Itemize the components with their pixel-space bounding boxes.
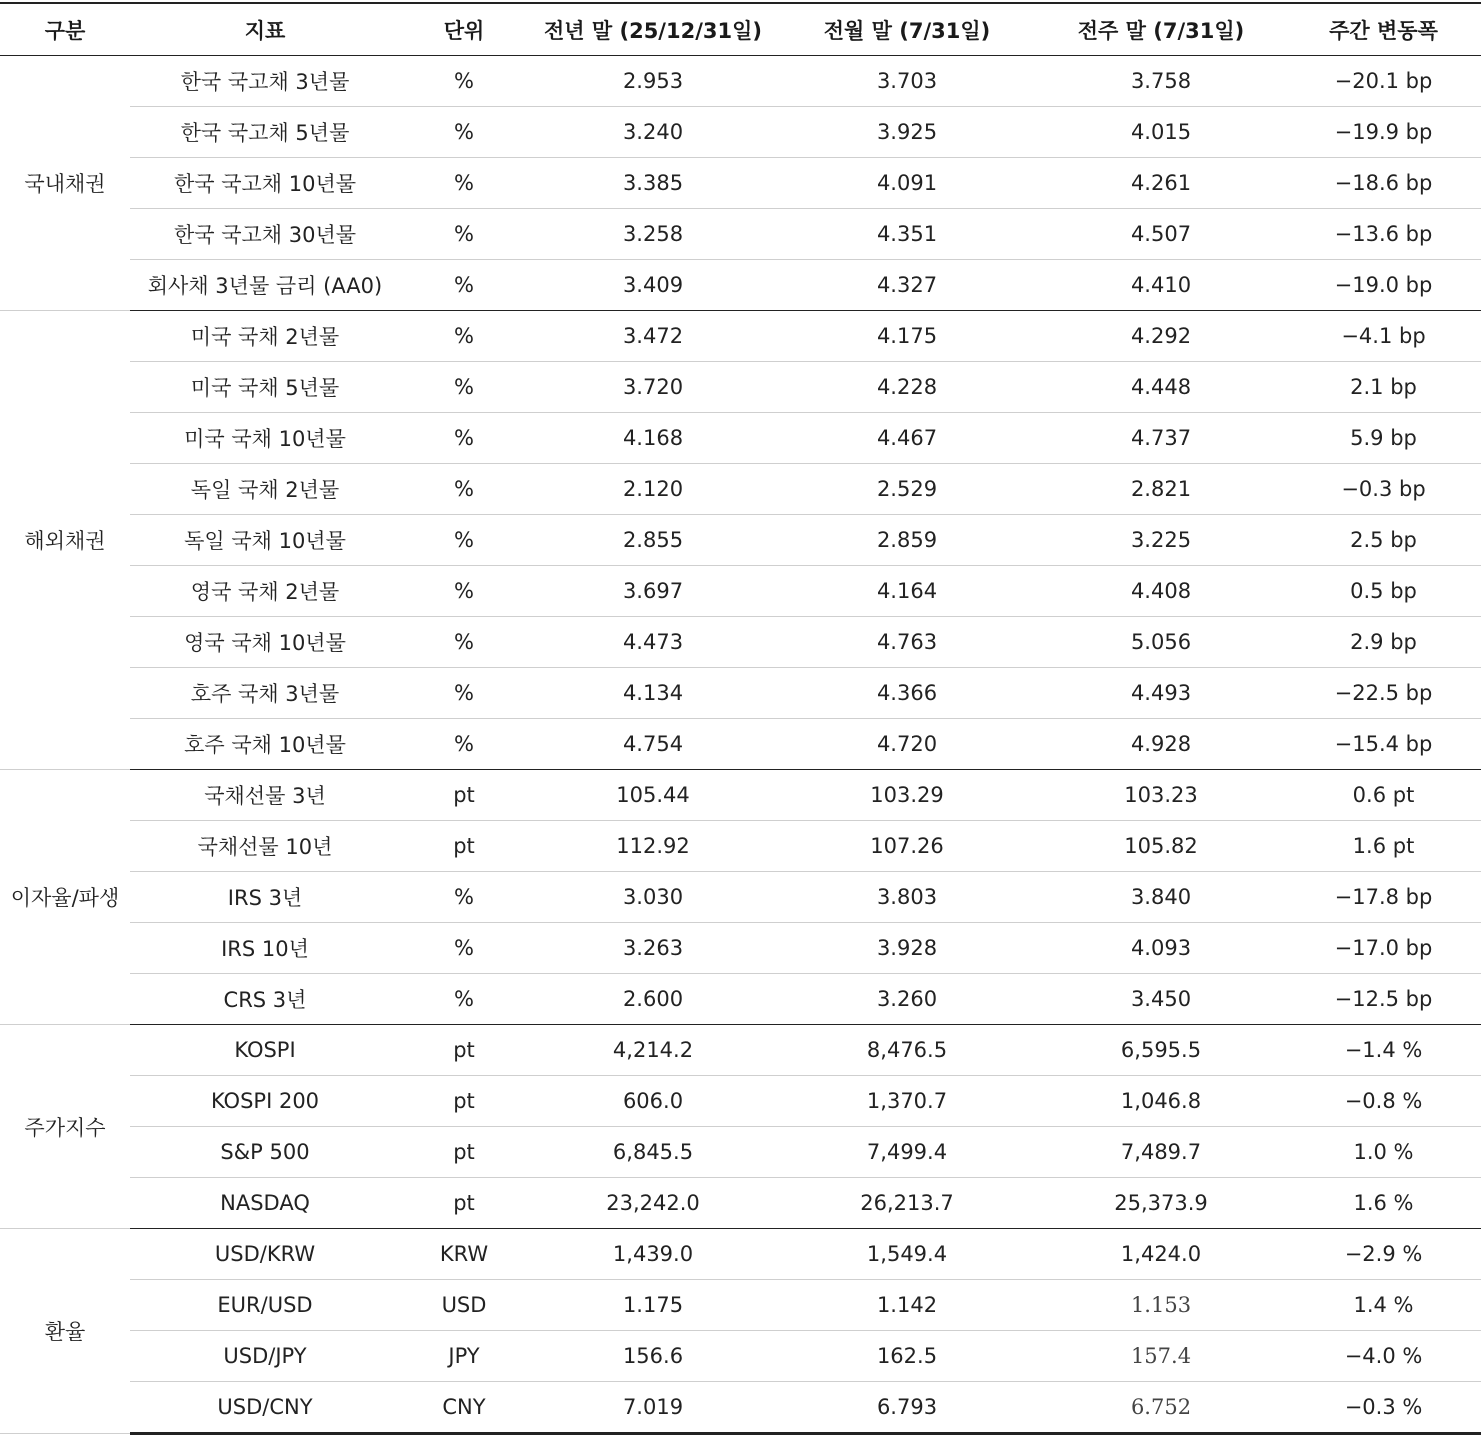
cell-indicator: 한국 국고채 5년물 bbox=[130, 107, 400, 158]
table-row bbox=[0, 1127, 1481, 1178]
cell-prev-year-end: 3.697 bbox=[528, 566, 778, 617]
cell-weekly-change: −18.6 bp bbox=[1286, 158, 1481, 209]
table-row bbox=[0, 1025, 1481, 1076]
cell-unit: USD bbox=[400, 1280, 528, 1331]
table-row bbox=[0, 719, 1481, 770]
cell-category: 이자율/파생 bbox=[0, 770, 130, 1025]
cell-prev-year-end: 2.600 bbox=[528, 974, 778, 1025]
cell-prev-year-end: 4.134 bbox=[528, 668, 778, 719]
header-prev-month-end: 전월 말 (7/31일) bbox=[778, 3, 1036, 56]
cell-indicator: 영국 국채 10년물 bbox=[130, 617, 400, 668]
cell-prev-year-end: 3.258 bbox=[528, 209, 778, 260]
cell-indicator: USD/KRW bbox=[130, 1229, 400, 1280]
cell-prev-year-end: 4.754 bbox=[528, 719, 778, 770]
cell-weekly-change: 2.9 bp bbox=[1286, 617, 1481, 668]
cell-prev-month-end: 103.29 bbox=[778, 770, 1036, 821]
table-row bbox=[0, 1178, 1481, 1229]
cell-prev-year-end: 6,845.5 bbox=[528, 1127, 778, 1178]
cell-indicator: 미국 국채 2년물 bbox=[130, 311, 400, 362]
cell-weekly-change: −1.4 % bbox=[1286, 1025, 1481, 1076]
cell-prev-month-end: 4.763 bbox=[778, 617, 1036, 668]
cell-prev-month-end: 2.529 bbox=[778, 464, 1036, 515]
cell-indicator: 한국 국고채 10년물 bbox=[130, 158, 400, 209]
table-row bbox=[0, 260, 1481, 311]
cell-prev-month-end: 1,549.4 bbox=[778, 1229, 1036, 1280]
cell-prev-week-end: 4.292 bbox=[1036, 311, 1286, 362]
cell-category: 국내채권 bbox=[0, 56, 130, 311]
cell-indicator: 회사채 3년물 금리 (AA0) bbox=[130, 260, 400, 311]
cell-prev-month-end: 4.091 bbox=[778, 158, 1036, 209]
cell-weekly-change: −15.4 bp bbox=[1286, 719, 1481, 770]
cell-indicator: IRS 3년 bbox=[130, 872, 400, 923]
cell-weekly-change: −17.0 bp bbox=[1286, 923, 1481, 974]
cell-prev-year-end: 1,439.0 bbox=[528, 1229, 778, 1280]
cell-prev-month-end: 3.928 bbox=[778, 923, 1036, 974]
cell-prev-week-end: 5.056 bbox=[1036, 617, 1286, 668]
cell-prev-week-end: 105.82 bbox=[1036, 821, 1286, 872]
cell-prev-month-end: 4.720 bbox=[778, 719, 1036, 770]
cell-prev-year-end: 112.92 bbox=[528, 821, 778, 872]
cell-unit: % bbox=[400, 872, 528, 923]
cell-prev-week-end: 4.737 bbox=[1036, 413, 1286, 464]
header-prev-week-end: 전주 말 (7/31일) bbox=[1036, 3, 1286, 56]
cell-prev-month-end: 4.351 bbox=[778, 209, 1036, 260]
cell-prev-month-end: 1.142 bbox=[778, 1280, 1036, 1331]
cell-unit: % bbox=[400, 464, 528, 515]
cell-weekly-change: −19.9 bp bbox=[1286, 107, 1481, 158]
cell-indicator: 호주 국채 10년물 bbox=[130, 719, 400, 770]
cell-weekly-change: −0.3 bp bbox=[1286, 464, 1481, 515]
table-row bbox=[0, 821, 1481, 872]
cell-unit: CNY bbox=[400, 1382, 528, 1434]
cell-prev-week-end: 4.093 bbox=[1036, 923, 1286, 974]
cell-indicator: 미국 국채 5년물 bbox=[130, 362, 400, 413]
market-indicator-table bbox=[0, 2, 1481, 1435]
cell-weekly-change: −17.8 bp bbox=[1286, 872, 1481, 923]
cell-unit: % bbox=[400, 362, 528, 413]
table-row bbox=[0, 1229, 1481, 1280]
cell-prev-year-end: 606.0 bbox=[528, 1076, 778, 1127]
cell-prev-week-end: 3.758 bbox=[1036, 56, 1286, 107]
cell-unit: pt bbox=[400, 1178, 528, 1229]
cell-prev-week-end: 1,424.0 bbox=[1036, 1229, 1286, 1280]
cell-indicator: 독일 국채 10년물 bbox=[130, 515, 400, 566]
cell-unit: pt bbox=[400, 1025, 528, 1076]
cell-weekly-change: −12.5 bp bbox=[1286, 974, 1481, 1025]
cell-prev-year-end: 3.263 bbox=[528, 923, 778, 974]
cell-weekly-change: 1.6 pt bbox=[1286, 821, 1481, 872]
cell-unit: KRW bbox=[400, 1229, 528, 1280]
cell-weekly-change: 0.6 pt bbox=[1286, 770, 1481, 821]
cell-prev-month-end: 4.175 bbox=[778, 311, 1036, 362]
cell-unit: % bbox=[400, 668, 528, 719]
table-row bbox=[0, 515, 1481, 566]
cell-weekly-change: −20.1 bp bbox=[1286, 56, 1481, 107]
cell-unit: pt bbox=[400, 821, 528, 872]
cell-weekly-change: 2.5 bp bbox=[1286, 515, 1481, 566]
table-row bbox=[0, 974, 1481, 1025]
cell-prev-month-end: 4.467 bbox=[778, 413, 1036, 464]
cell-weekly-change: −0.8 % bbox=[1286, 1076, 1481, 1127]
cell-prev-week-end: 6.752 bbox=[1036, 1382, 1286, 1434]
table-row bbox=[0, 209, 1481, 260]
cell-category: 해외채권 bbox=[0, 311, 130, 770]
cell-prev-week-end: 3.840 bbox=[1036, 872, 1286, 923]
cell-prev-week-end: 3.225 bbox=[1036, 515, 1286, 566]
cell-prev-month-end: 3.925 bbox=[778, 107, 1036, 158]
cell-indicator: CRS 3년 bbox=[130, 974, 400, 1025]
cell-unit: pt bbox=[400, 1076, 528, 1127]
cell-prev-year-end: 4,214.2 bbox=[528, 1025, 778, 1076]
cell-unit: pt bbox=[400, 770, 528, 821]
cell-weekly-change: 5.9 bp bbox=[1286, 413, 1481, 464]
table-row bbox=[0, 1382, 1481, 1434]
cell-unit: % bbox=[400, 923, 528, 974]
header-indicator: 지표 bbox=[130, 3, 400, 56]
table-row bbox=[0, 770, 1481, 821]
cell-prev-week-end: 157.4 bbox=[1036, 1331, 1286, 1382]
cell-prev-week-end: 1,046.8 bbox=[1036, 1076, 1286, 1127]
cell-indicator: IRS 10년 bbox=[130, 923, 400, 974]
header-weekly-change: 주간 변동폭 bbox=[1286, 3, 1481, 56]
table-row bbox=[0, 617, 1481, 668]
cell-indicator: EUR/USD bbox=[130, 1280, 400, 1331]
cell-unit: % bbox=[400, 413, 528, 464]
cell-indicator: USD/CNY bbox=[130, 1382, 400, 1434]
cell-prev-year-end: 1.175 bbox=[528, 1280, 778, 1331]
cell-prev-year-end: 105.44 bbox=[528, 770, 778, 821]
cell-unit: % bbox=[400, 107, 528, 158]
cell-indicator: 한국 국고채 3년물 bbox=[130, 56, 400, 107]
table-body bbox=[0, 56, 1481, 1434]
cell-prev-year-end: 3.240 bbox=[528, 107, 778, 158]
cell-prev-week-end: 25,373.9 bbox=[1036, 1178, 1286, 1229]
table-row bbox=[0, 1076, 1481, 1127]
cell-indicator: NASDAQ bbox=[130, 1178, 400, 1229]
cell-unit: % bbox=[400, 974, 528, 1025]
cell-prev-week-end: 4.928 bbox=[1036, 719, 1286, 770]
cell-weekly-change: −2.9 % bbox=[1286, 1229, 1481, 1280]
cell-indicator: KOSPI 200 bbox=[130, 1076, 400, 1127]
table-row bbox=[0, 107, 1481, 158]
cell-indicator: S&P 500 bbox=[130, 1127, 400, 1178]
cell-indicator: 미국 국채 10년물 bbox=[130, 413, 400, 464]
cell-prev-week-end: 4.493 bbox=[1036, 668, 1286, 719]
cell-unit: % bbox=[400, 260, 528, 311]
cell-prev-year-end: 3.472 bbox=[528, 311, 778, 362]
cell-prev-month-end: 4.366 bbox=[778, 668, 1036, 719]
cell-indicator: USD/JPY bbox=[130, 1331, 400, 1382]
cell-prev-week-end: 1.153 bbox=[1036, 1280, 1286, 1331]
cell-prev-month-end: 26,213.7 bbox=[778, 1178, 1036, 1229]
header-prev-year-end: 전년 말 (25/12/31일) bbox=[528, 3, 778, 56]
cell-prev-month-end: 3.703 bbox=[778, 56, 1036, 107]
cell-prev-week-end: 6,595.5 bbox=[1036, 1025, 1286, 1076]
cell-prev-month-end: 4.228 bbox=[778, 362, 1036, 413]
cell-unit: % bbox=[400, 515, 528, 566]
table-row bbox=[0, 872, 1481, 923]
cell-prev-week-end: 4.448 bbox=[1036, 362, 1286, 413]
table-row bbox=[0, 923, 1481, 974]
cell-indicator: 한국 국고채 30년물 bbox=[130, 209, 400, 260]
table-row bbox=[0, 464, 1481, 515]
cell-prev-year-end: 3.409 bbox=[528, 260, 778, 311]
cell-prev-year-end: 2.953 bbox=[528, 56, 778, 107]
cell-prev-week-end: 2.821 bbox=[1036, 464, 1286, 515]
cell-indicator: 국채선물 10년 bbox=[130, 821, 400, 872]
table-row bbox=[0, 668, 1481, 719]
cell-unit: % bbox=[400, 56, 528, 107]
cell-prev-month-end: 162.5 bbox=[778, 1331, 1036, 1382]
cell-prev-month-end: 3.260 bbox=[778, 974, 1036, 1025]
cell-prev-year-end: 3.030 bbox=[528, 872, 778, 923]
cell-indicator: KOSPI bbox=[130, 1025, 400, 1076]
cell-weekly-change: −19.0 bp bbox=[1286, 260, 1481, 311]
cell-prev-week-end: 4.261 bbox=[1036, 158, 1286, 209]
cell-prev-week-end: 4.408 bbox=[1036, 566, 1286, 617]
cell-prev-year-end: 3.385 bbox=[528, 158, 778, 209]
table-row bbox=[0, 1280, 1481, 1331]
cell-prev-month-end: 8,476.5 bbox=[778, 1025, 1036, 1076]
cell-unit: % bbox=[400, 158, 528, 209]
cell-prev-month-end: 107.26 bbox=[778, 821, 1036, 872]
cell-category: 주가지수 bbox=[0, 1025, 130, 1229]
cell-weekly-change: −22.5 bp bbox=[1286, 668, 1481, 719]
cell-weekly-change: −13.6 bp bbox=[1286, 209, 1481, 260]
cell-unit: % bbox=[400, 566, 528, 617]
cell-category: 환율 bbox=[0, 1229, 130, 1434]
cell-weekly-change: 1.4 % bbox=[1286, 1280, 1481, 1331]
cell-unit: % bbox=[400, 719, 528, 770]
cell-prev-year-end: 23,242.0 bbox=[528, 1178, 778, 1229]
cell-indicator: 국채선물 3년 bbox=[130, 770, 400, 821]
cell-unit: pt bbox=[400, 1127, 528, 1178]
cell-prev-year-end: 2.855 bbox=[528, 515, 778, 566]
cell-prev-year-end: 156.6 bbox=[528, 1331, 778, 1382]
cell-unit: % bbox=[400, 311, 528, 362]
cell-prev-month-end: 2.859 bbox=[778, 515, 1036, 566]
table-row bbox=[0, 311, 1481, 362]
cell-weekly-change: −4.0 % bbox=[1286, 1331, 1481, 1382]
cell-indicator: 독일 국채 2년물 bbox=[130, 464, 400, 515]
cell-prev-month-end: 1,370.7 bbox=[778, 1076, 1036, 1127]
cell-prev-year-end: 2.120 bbox=[528, 464, 778, 515]
cell-weekly-change: −0.3 % bbox=[1286, 1382, 1481, 1434]
cell-prev-month-end: 4.164 bbox=[778, 566, 1036, 617]
cell-weekly-change: 2.1 bp bbox=[1286, 362, 1481, 413]
cell-prev-week-end: 4.015 bbox=[1036, 107, 1286, 158]
header-row bbox=[0, 3, 1481, 56]
table-row bbox=[0, 413, 1481, 464]
cell-prev-year-end: 7.019 bbox=[528, 1382, 778, 1434]
cell-weekly-change: −4.1 bp bbox=[1286, 311, 1481, 362]
cell-unit: % bbox=[400, 209, 528, 260]
header-category: 구분 bbox=[0, 3, 130, 56]
cell-indicator: 영국 국채 2년물 bbox=[130, 566, 400, 617]
cell-prev-week-end: 103.23 bbox=[1036, 770, 1286, 821]
cell-prev-year-end: 3.720 bbox=[528, 362, 778, 413]
cell-prev-month-end: 4.327 bbox=[778, 260, 1036, 311]
cell-prev-week-end: 3.450 bbox=[1036, 974, 1286, 1025]
table-row bbox=[0, 566, 1481, 617]
header-unit: 단위 bbox=[400, 3, 528, 56]
cell-indicator: 호주 국채 3년물 bbox=[130, 668, 400, 719]
cell-weekly-change: 1.0 % bbox=[1286, 1127, 1481, 1178]
cell-prev-week-end: 4.507 bbox=[1036, 209, 1286, 260]
cell-prev-year-end: 4.473 bbox=[528, 617, 778, 668]
cell-prev-month-end: 7,499.4 bbox=[778, 1127, 1036, 1178]
cell-prev-week-end: 7,489.7 bbox=[1036, 1127, 1286, 1178]
cell-prev-week-end: 4.410 bbox=[1036, 260, 1286, 311]
cell-unit: JPY bbox=[400, 1331, 528, 1382]
cell-prev-month-end: 6.793 bbox=[778, 1382, 1036, 1434]
cell-prev-month-end: 3.803 bbox=[778, 872, 1036, 923]
cell-unit: % bbox=[400, 617, 528, 668]
cell-prev-year-end: 4.168 bbox=[528, 413, 778, 464]
cell-weekly-change: 1.6 % bbox=[1286, 1178, 1481, 1229]
table-row bbox=[0, 1331, 1481, 1382]
table-row bbox=[0, 56, 1481, 107]
cell-weekly-change: 0.5 bp bbox=[1286, 566, 1481, 617]
table-row bbox=[0, 158, 1481, 209]
table-row bbox=[0, 362, 1481, 413]
